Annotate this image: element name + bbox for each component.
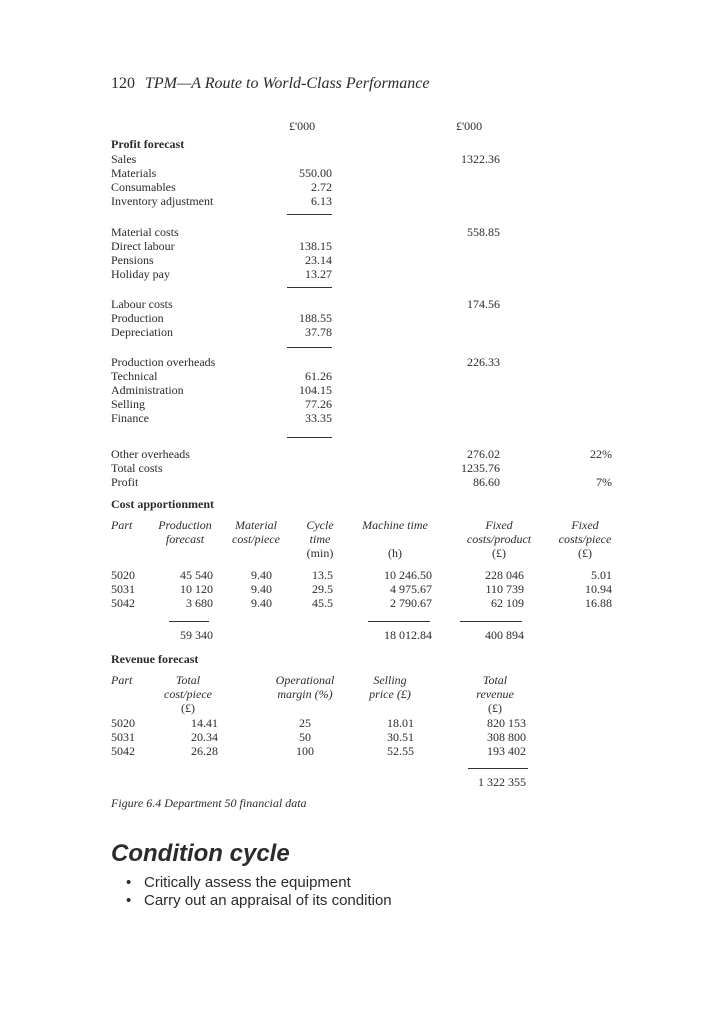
rev-header-total-revenue: Total	[482, 673, 508, 687]
revenue-selling-price: 52.55	[387, 744, 414, 758]
header-cycle: Cycle	[306, 518, 334, 532]
profit-row-label: Production	[111, 311, 164, 325]
revenue-total-revenue: 308 800	[487, 730, 526, 744]
header-fixed-product-3: (£)	[492, 546, 506, 560]
profit-row-label: Production overheads	[111, 355, 216, 369]
header-fixed-piece-3: (£)	[578, 546, 592, 560]
profit-row-col2: 558.85	[467, 225, 500, 239]
subtotal-rule	[287, 287, 332, 288]
revenue-margin: 25	[299, 716, 311, 730]
profit-row-pct: 7%	[596, 475, 612, 489]
rev-header-margin: Operational	[275, 673, 335, 687]
rev-header-selling: Selling	[373, 673, 407, 687]
total-machine-time: 18 012.84	[384, 628, 432, 642]
subtotal-rule	[287, 437, 332, 438]
subtotal-rule	[287, 214, 332, 215]
profit-row-label: Administration	[111, 383, 184, 397]
apportion-cycle: 29.5	[312, 582, 333, 596]
profit-row-col1: 2.72	[311, 180, 332, 194]
apportion-production: 10 120	[180, 582, 213, 596]
header-material: Material	[235, 518, 277, 532]
figure-caption: Figure 6.4 Department 50 financial data	[111, 796, 307, 810]
profit-row-label: Holiday pay	[111, 267, 170, 281]
running-header	[111, 75, 429, 93]
subtotal-rule	[287, 347, 332, 348]
revenue-margin: 100	[296, 744, 314, 758]
bullet-dot: •	[126, 892, 132, 909]
bullet-item	[126, 892, 392, 909]
header-fixed-product: Fixed	[485, 518, 513, 532]
total-fixed-costs: 400 894	[485, 628, 524, 642]
apportion-part: 5031	[111, 582, 135, 596]
book-title: TPM—A Route to World-Class Performance	[145, 75, 430, 92]
col1-header: £'000	[289, 119, 316, 133]
profit-row-col1: 188.55	[299, 311, 332, 325]
rev-header-part: Part	[111, 673, 133, 687]
profit-row-col2: 1235.76	[461, 461, 500, 475]
profit-row-col1: 550.00	[299, 166, 332, 180]
profit-row-col1: 33.35	[305, 411, 332, 425]
rev-header-total-cost: Total	[175, 673, 201, 687]
profit-forecast-title: Profit forecast	[111, 137, 185, 151]
profit-row-label: Finance	[111, 411, 149, 425]
revenue-total-cost: 14.41	[191, 716, 218, 730]
profit-row-label: Technical	[111, 369, 158, 383]
apportion-material: 9.40	[251, 596, 272, 610]
cost-apportionment-title: Cost apportionment	[111, 497, 215, 511]
total-rule	[368, 621, 430, 622]
profit-row-col1: 104.15	[299, 383, 332, 397]
page-number: 120	[111, 75, 135, 92]
profit-row-label: Profit	[111, 475, 139, 489]
rev-header-margin-2: margin (%)	[277, 687, 333, 701]
apportion-fixed-piece: 16.88	[585, 596, 612, 610]
section-heading: Condition cycle	[111, 840, 290, 867]
header-material-2: cost/piece	[232, 532, 280, 546]
profit-row-col1: 13.27	[305, 267, 332, 281]
header-cycle-3: (min)	[306, 546, 334, 560]
profit-row-col1: 37.78	[305, 325, 332, 339]
revenue-part: 5042	[111, 744, 135, 758]
profit-row-pct: 22%	[590, 447, 612, 461]
col2-header: £'000	[456, 119, 483, 133]
profit-row-col2: 1322.36	[461, 152, 500, 166]
header-fixed-piece: Fixed	[571, 518, 599, 532]
header-production-2: forecast	[165, 532, 205, 546]
profit-row-col1: 138.15	[299, 239, 332, 253]
revenue-total-revenue: 820 153	[487, 716, 526, 730]
bullet-text: Critically assess the equipment	[144, 874, 351, 891]
revenue-total-cost: 20.34	[191, 730, 218, 744]
bullet-item	[126, 874, 351, 891]
apportion-part: 5042	[111, 596, 135, 610]
header-production: Production	[158, 518, 212, 532]
apportion-fixed-product: 62 109	[491, 596, 524, 610]
revenue-total-rule	[468, 768, 528, 769]
header-part: Part	[111, 518, 133, 532]
rev-header-total-cost-2: cost/piece	[164, 687, 212, 701]
apportion-fixed-product: 110 739	[485, 582, 524, 596]
header-fixed-product-2: costs/product	[466, 532, 532, 546]
revenue-margin: 50	[299, 730, 311, 744]
rev-header-total-revenue-2: revenue	[476, 687, 514, 701]
profit-row-label: Inventory adjustment	[111, 194, 214, 208]
revenue-total-revenue: 193 402	[487, 744, 526, 758]
profit-row-col1: 77.26	[305, 397, 332, 411]
apportion-machine: 10 246.50	[384, 568, 432, 582]
header-cycle-2: time	[309, 532, 331, 546]
rev-header-selling-2: price (£)	[369, 687, 411, 701]
total-production: 59 340	[180, 628, 213, 642]
revenue-selling-price: 18.01	[387, 716, 414, 730]
apportion-material: 9.40	[251, 568, 272, 582]
apportion-cycle: 13.5	[312, 568, 333, 582]
total-rule	[169, 621, 209, 622]
profit-row-label: Total costs	[111, 461, 163, 475]
apportion-material: 9.40	[251, 582, 272, 596]
revenue-part: 5031	[111, 730, 135, 744]
apportion-fixed-piece: 5.01	[591, 568, 612, 582]
profit-row-label: Materials	[111, 166, 157, 180]
rev-header-total-cost-3: (£)	[181, 701, 195, 715]
revenue-total-cost: 26.28	[191, 744, 218, 758]
header-machine: Machine time	[362, 518, 428, 532]
apportion-fixed-piece: 10.94	[585, 582, 612, 596]
profit-row-col1: 61.26	[305, 369, 332, 383]
revenue-forecast-title: Revenue forecast	[111, 652, 199, 666]
rev-header-total-revenue-3: (£)	[488, 701, 502, 715]
apportion-production: 3 680	[186, 596, 213, 610]
profit-row-label: Material costs	[111, 225, 179, 239]
profit-row-label: Sales	[111, 152, 137, 166]
profit-row-label: Consumables	[111, 180, 176, 194]
profit-row-label: Direct labour	[111, 239, 175, 253]
apportion-production: 45 540	[180, 568, 213, 582]
header-machine-3: (h)	[388, 546, 402, 560]
apportion-part: 5020	[111, 568, 135, 582]
apportion-fixed-product: 228 046	[485, 568, 524, 582]
bullet-text: Carry out an appraisal of its condition	[144, 892, 392, 909]
profit-row-col1: 6.13	[311, 194, 332, 208]
revenue-total: 1 322 355	[478, 775, 526, 789]
profit-row-label: Other overheads	[111, 447, 190, 461]
apportion-machine: 2 790.67	[390, 596, 432, 610]
header-fixed-piece-2: costs/piece	[558, 532, 612, 546]
profit-row-label: Selling	[111, 397, 146, 411]
apportion-cycle: 45.5	[312, 596, 333, 610]
profit-row-col2: 276.02	[467, 447, 500, 461]
profit-row-col2: 226.33	[467, 355, 500, 369]
apportion-machine: 4 975.67	[390, 582, 432, 596]
profit-row-label: Labour costs	[111, 297, 173, 311]
profit-row-col2: 174.56	[467, 297, 500, 311]
total-rule	[460, 621, 522, 622]
profit-row-label: Depreciation	[111, 325, 173, 339]
profit-row-label: Pensions	[111, 253, 154, 267]
revenue-selling-price: 30.51	[387, 730, 414, 744]
revenue-part: 5020	[111, 716, 135, 730]
profit-row-col1: 23.14	[305, 253, 332, 267]
bullet-dot: •	[126, 874, 132, 891]
profit-row-col2: 86.60	[473, 475, 500, 489]
